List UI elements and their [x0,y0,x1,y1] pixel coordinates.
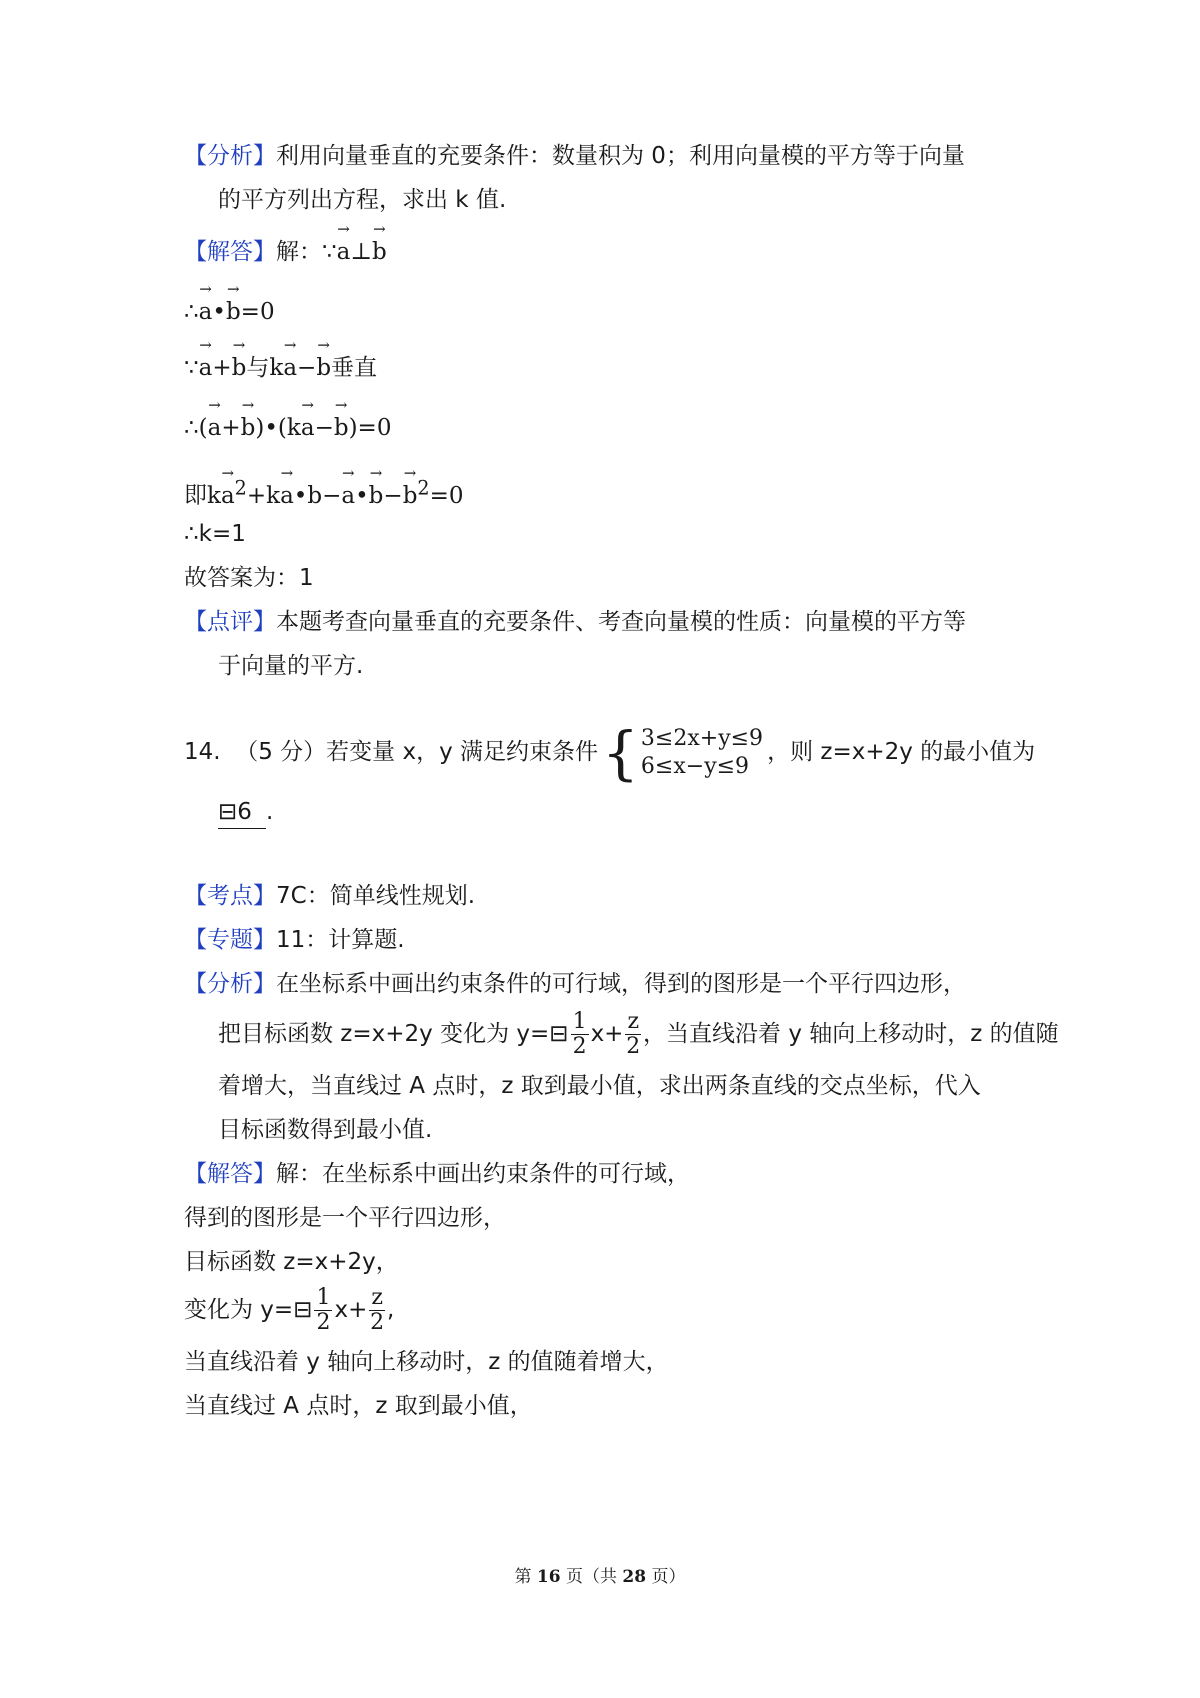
paren-close-equals: )=0 [348,415,392,441]
brace-icon: { [602,718,639,787]
analysis2-tag: 【分析】 [184,971,276,997]
solution2-text-4c: , [386,1297,395,1323]
plus-k: +k [246,482,281,509]
fraction-numerator: z [371,1285,383,1310]
vector-a: → a [199,296,213,328]
fraction-numerator: z [627,1009,640,1034]
fraction-denominator: 2 [370,1310,385,1335]
vector-b: → b [369,480,384,512]
ji-word: 即 [184,482,207,509]
therefore-symbol: ∴ [184,299,199,325]
solution2-text-1: 解：在坐标系中画出约束条件的可行域， [276,1161,690,1187]
zhuanti-text: 11：计算题. [276,927,405,953]
analysis2-text-2c: ，当直线沿着 y 轴向上移动时，z 的值随 [643,1021,1059,1047]
total-pages: 28 [622,1567,647,1587]
constraint-1: 3≤2x+y≤9 [640,725,764,751]
fraction-half [314,1286,332,1335]
fraction-z-half [625,1010,641,1059]
analysis2-text-2a: 把目标函数 z=x+2y 变化为 y=⊟ [218,1021,569,1047]
solution2-line-1 [184,1158,690,1190]
fraction-numerator: 1 [316,1285,331,1310]
solution2-line-4 [184,1284,394,1336]
minus-sign: − [297,355,317,381]
minus-sign: − [314,415,334,441]
vector-b: → b [403,480,418,512]
fraction-denominator: 2 [626,1034,641,1059]
vector-b: → b [334,412,349,444]
comment-line-2 [218,650,363,682]
solution-line-1 [184,236,387,268]
analysis2-text-1: 在坐标系中画出约束条件的可行域，得到的图形是一个平行四边形， [276,971,966,997]
question-14-line-1 [184,718,1036,787]
analysis2-text-2b: x+ [590,1021,624,1047]
math-line-product [184,412,391,444]
page-number: 16 [536,1567,561,1587]
comment-text-2: 于向量的平方. [218,653,364,679]
paren-open: ( [198,415,208,441]
because-symbol: ∵ [184,355,199,381]
k-variable: k [269,355,284,381]
solution-tag: 【解答】 [184,239,276,265]
dot-operator: • [293,482,308,509]
zhuanti-tag: 【专题】 [184,927,276,953]
vector-a: → a [283,352,297,384]
fraction-denominator: 2 [316,1310,331,1335]
footer-mid: 页（共 [560,1567,623,1587]
vector-a: → a [221,480,235,512]
solution2-line-3 [184,1246,399,1278]
perpendicular-word: 垂直 [331,355,378,381]
dot-operator: • [264,415,278,441]
k-result: ∴k=1 [184,521,246,547]
solution2-text-4a: 变化为 y=⊟ [184,1297,313,1323]
plus-sign: + [212,355,232,381]
solution2-text-3: 目标函数 z=x+2y， [184,1249,399,1275]
analysis2-line-2 [218,1008,1059,1060]
solution2-text-4b: x+ [334,1297,368,1323]
vector-b: → b [372,236,387,268]
paren-close: ) [255,415,265,441]
with-word: 与 [246,355,270,381]
solution2-tag: 【解答】 [184,1161,276,1187]
equals-zero: =0 [429,482,464,509]
vector-a: → a [301,412,315,444]
page-footer [0,1562,1200,1587]
equals-zero: =0 [240,299,275,325]
solution-lead: 解：∵ [276,239,337,265]
analysis-line-2 [218,184,506,216]
minus-sign: − [383,482,403,509]
comment-line-1 [184,606,966,638]
analysis2-text-3: 着增大，当直线过 A 点时，z 取到最小值，求出两条直线的交点坐标，代入 [218,1073,981,1099]
zhuanti-line [184,924,405,956]
analysis2-text-4: 目标函数得到最小值. [218,1117,433,1143]
solution2-text-5: 当直线沿着 y 轴向上移动时，z 的值随着增大， [184,1349,669,1375]
analysis2-line-4 [218,1114,432,1146]
fraction-z-half [369,1286,385,1335]
b-minus: b− [307,482,342,509]
question-text-a: 若变量 x，y 满足约束条件 [326,739,599,765]
answer-text: 故答案为：1 [184,565,314,591]
answer-line [184,562,314,594]
k-result-line [184,518,246,550]
perp-symbol: ⊥ [350,239,372,265]
solution2-line-6 [184,1390,533,1422]
analysis-line-1 [184,140,965,172]
vector-a: → a [337,236,351,268]
solution2-text-2: 得到的图形是一个平行四边形， [184,1205,506,1231]
vector-b: → b [316,352,331,384]
constraint-system [602,718,764,787]
math-line-perpendicular [184,352,377,384]
kaodian-tag: 【考点】 [184,883,276,909]
vector-b: → b [232,352,247,384]
plus-sign: + [221,415,241,441]
analysis2-line-1 [184,968,966,1000]
vector-a: → a [208,412,222,444]
therefore-symbol: ∴ [184,415,199,441]
vector-a: → a [341,480,355,512]
question-number: 14. [184,739,221,765]
analysis2-line-3 [218,1070,981,1102]
solution2-line-5 [184,1346,669,1378]
fraction-numerator: 1 [572,1009,587,1034]
analysis-text-1: 利用向量垂直的充要条件：数量积为 0；利用向量模的平方等于向量 [276,143,965,169]
question-period: . [266,799,274,825]
paren-open-k: (k [277,415,301,441]
math-line-expanded [184,472,464,512]
vector-a: → a [199,352,213,384]
footer-post: 页） [646,1567,686,1587]
dot-operator: • [212,299,226,325]
answer-blank: ⊟6 [218,796,266,829]
vector-a: → a [280,480,294,512]
question-14-line-2 [218,796,273,829]
kaodian-line [184,880,475,912]
dot-operator: • [355,482,369,509]
square-exponent: 2 [234,476,247,499]
question-text-b: ，则 z=x+2y 的最小值为 [767,739,1036,765]
fraction-denominator: 2 [572,1034,587,1059]
vector-b: → b [241,412,256,444]
question-score: （5 分） [235,739,327,765]
math-line-dot-zero [184,296,275,328]
analysis-tag: 【分析】 [184,143,276,169]
comment-tag: 【点评】 [184,609,276,635]
solution2-line-2 [184,1202,506,1234]
vector-b: → b [226,296,241,328]
comment-text-1: 本题考查向量垂直的充要条件、考查向量模的性质：向量模的平方等 [276,609,966,635]
solution2-text-6: 当直线过 A 点时，z 取到最小值， [184,1393,533,1419]
kaodian-text: 7C：简单线性规划. [276,883,476,909]
k-variable: k [207,482,221,509]
footer-pre: 第 [514,1567,537,1587]
fraction-half [571,1010,589,1059]
analysis-text-2: 的平方列出方程，求出 k 值. [218,187,507,213]
constraint-2: 6≤x−y≤9 [640,753,750,779]
square-exponent: 2 [417,476,430,499]
